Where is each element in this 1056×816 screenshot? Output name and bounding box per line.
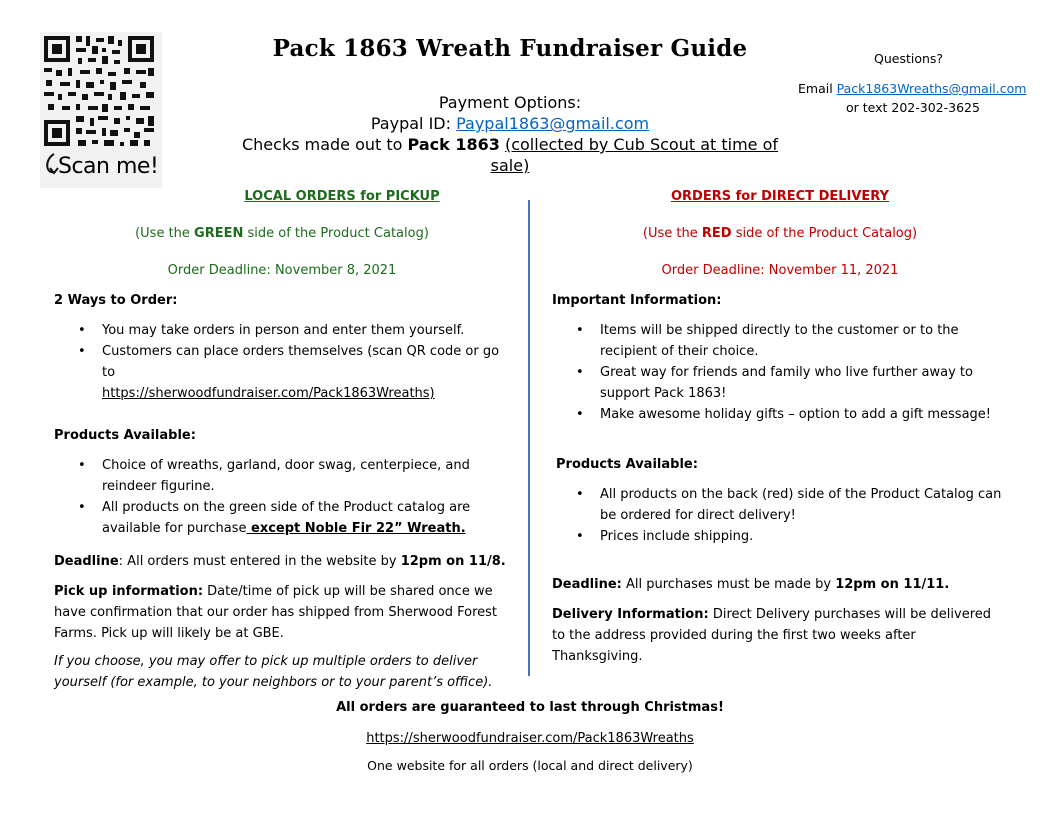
products-item-text: Prices include shipping. xyxy=(600,529,754,544)
list-item xyxy=(54,455,514,497)
left-deadline-label: Deadline xyxy=(54,554,119,569)
list-item xyxy=(54,497,514,539)
right-deadline-text: All purchases must be made by xyxy=(621,577,836,592)
bullet-icon: • xyxy=(576,407,584,422)
direct-catalog-pre: (Use the xyxy=(642,226,702,241)
payment-options xyxy=(230,92,790,176)
bullet-icon: • xyxy=(78,323,86,338)
right-deadline-time: 12pm on 11/11. xyxy=(835,577,950,592)
offer-note: If you choose, you may offer to pick up multiple orders to deliver yourself (for example, to your neighbors or to your parent’s office). xyxy=(54,654,493,690)
delivery-info xyxy=(552,604,1008,667)
local-orders-title-text: LOCAL ORDERS for PICKUP xyxy=(244,189,440,204)
local-catalog-note xyxy=(54,223,510,244)
contact-phone: or text 202-302-3625 xyxy=(846,100,980,115)
info-heading: Important Information: xyxy=(552,293,722,308)
products-exception: except Noble Fir 22” Wreath. xyxy=(246,521,466,536)
ways-item-text: You may take orders in person and enter them yourself. xyxy=(102,323,465,338)
direct-catalog-post: side of the Product Catalog) xyxy=(731,226,918,241)
bullet-icon: • xyxy=(576,365,584,380)
direct-catalog-color: RED xyxy=(701,226,732,241)
qr-caption: Scan me! xyxy=(58,154,159,179)
local-catalog-post: side of the Product Catalog) xyxy=(243,226,429,241)
bullet-icon: • xyxy=(576,529,584,544)
contact-email-line xyxy=(798,81,1026,96)
guarantee-text: All orders are guaranteed to last through Christmas! xyxy=(336,700,724,715)
footer-url-line xyxy=(230,728,830,749)
ways-item-text: Customers can place orders themselves (scan QR code or go to xyxy=(102,344,500,380)
left-deadline xyxy=(54,551,514,572)
info-item-text: Items will be shipped directly to the customer or to the recipient of their choice. xyxy=(600,323,959,359)
right-products-heading: Products Available: xyxy=(556,457,698,472)
list-item xyxy=(552,526,1008,547)
left-deadline-time: 12pm on 11/8. xyxy=(400,554,506,569)
bullet-icon: • xyxy=(78,500,86,515)
checks-prefix: Checks made out to xyxy=(241,135,408,154)
bullet-icon: • xyxy=(78,344,86,359)
products-item-text: All products on the green side of the Product catalog are available for purchase xyxy=(102,500,471,536)
pickup-text: Date/time of pick up will be shared once we have confirmation that our order has shipped from Sherwood Forest Farms. Pick up will likely be at GBE. xyxy=(54,584,497,641)
checks-note: (collected by Cub Scout at time of sale) xyxy=(490,135,779,175)
left-column-body xyxy=(54,290,514,693)
page-title: Pack 1863 Wreath Fundraiser Guide xyxy=(272,35,748,62)
info-item-text: Make awesome holiday gifts – option to add a gift message! xyxy=(600,407,992,422)
footer-url-link[interactable]: https://sherwoodfundraiser.com/Pack1863Wreaths xyxy=(366,731,694,746)
contact-email-link[interactable]: Pack1863Wreaths@gmail.com xyxy=(836,81,1027,96)
checks-payee: Pack 1863 xyxy=(407,135,500,154)
delivery-label: Delivery Information: xyxy=(552,607,709,622)
pickup-info xyxy=(54,581,514,644)
direct-order-deadline: Order Deadline: November 11, 2021 xyxy=(661,263,899,278)
column-divider xyxy=(528,200,530,676)
right-products-list xyxy=(552,484,1008,547)
footer-note: One website for all orders (local and direct delivery) xyxy=(367,758,693,773)
list-item xyxy=(54,320,514,341)
products-item-text: Choice of wreaths, garland, door swag, centerpiece, and reindeer figurine. xyxy=(102,458,470,494)
guarantee-note xyxy=(230,697,830,718)
right-column-body xyxy=(552,290,1008,667)
list-item xyxy=(552,404,1008,425)
direct-catalog-note xyxy=(552,223,1008,244)
left-products-heading: Products Available: xyxy=(54,428,196,443)
paypal-email-link[interactable]: Paypal1863@gmail.com xyxy=(456,114,650,133)
payment-heading: Payment Options: xyxy=(438,93,582,112)
list-item xyxy=(552,362,1008,404)
ways-heading: 2 Ways to Order: xyxy=(54,293,178,308)
paypal-line xyxy=(230,113,790,134)
products-item-text: All products on the back (red) side of the Product Catalog can be ordered for direct delivery! xyxy=(600,487,1002,523)
info-item-text: Great way for friends and family who live further away to support Pack 1863! xyxy=(600,365,973,401)
pickup-label: Pick up information: xyxy=(54,584,204,599)
left-deadline-text: : All orders must entered in the website by xyxy=(118,554,401,569)
right-deadline xyxy=(552,574,1008,595)
bullet-icon: • xyxy=(78,458,86,473)
bullet-icon: • xyxy=(576,323,584,338)
local-orders-title xyxy=(54,186,630,207)
left-products-list xyxy=(54,455,514,539)
local-catalog-pre: (Use the xyxy=(135,226,195,241)
delivery-text: Direct Delivery purchases will be delivered to the address provided during the first two weeks after Thanksgiving. xyxy=(552,607,992,664)
list-item xyxy=(54,341,514,404)
email-prefix: Email xyxy=(798,81,837,96)
direct-delivery-title xyxy=(552,186,1008,207)
info-list xyxy=(552,320,1008,425)
list-item xyxy=(552,320,1008,362)
questions-label: Questions? xyxy=(874,51,944,66)
ways-list xyxy=(54,320,514,404)
checks-line xyxy=(230,134,790,176)
local-order-deadline: Order Deadline: November 8, 2021 xyxy=(167,263,397,278)
list-item xyxy=(552,484,1008,526)
local-catalog-color: GREEN xyxy=(194,226,244,241)
paypal-prefix: Paypal ID: xyxy=(370,114,457,133)
direct-delivery-title-text: ORDERS for DIRECT DELIVERY xyxy=(670,189,890,204)
right-deadline-label: Deadline: xyxy=(552,577,622,592)
sherwood-url-inline[interactable]: https://sherwoodfundraiser.com/Pack1863Wreaths) xyxy=(102,386,435,401)
bullet-icon: • xyxy=(576,487,584,502)
